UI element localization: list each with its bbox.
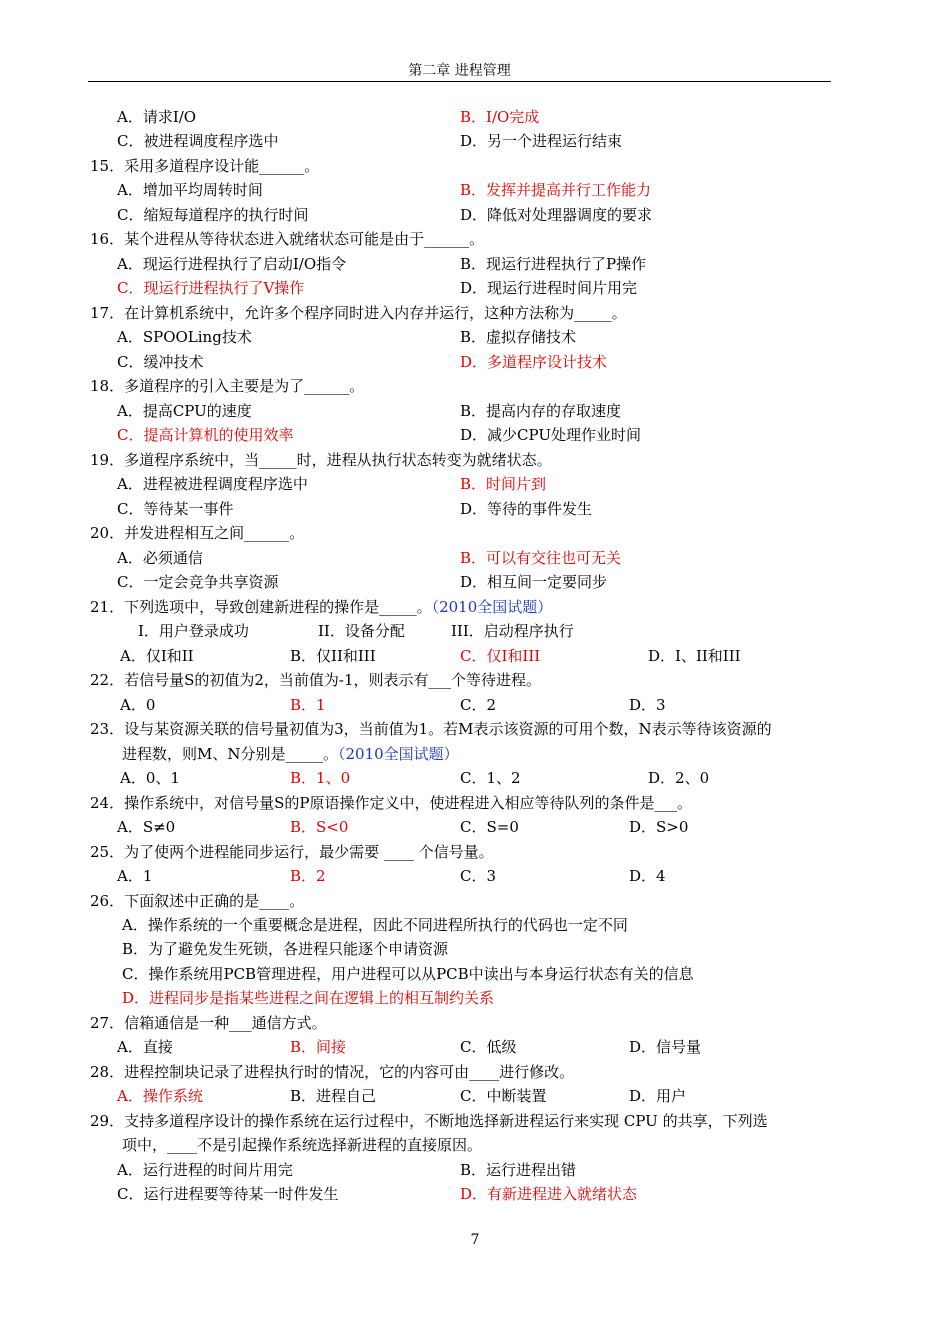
question-text: 23．设与某资源关联的信号量初值为3，当前值为1。若M表示该资源的可用个数，N表示等待该资源的	[90, 720, 772, 738]
option-text: C．缩短每道程序的执行时间	[117, 206, 309, 224]
question-text: 18．多道程序的引入主要是为了______。	[90, 377, 365, 395]
option-text: A．0、1	[120, 769, 180, 787]
option-text: A．现运行进程执行了启动I/O指令	[117, 255, 347, 273]
option-text: A．操作系统的一个重要概念是进程，因此不同进程所执行的代码也一定不同	[122, 916, 628, 934]
page-header: 第二章 进程管理	[408, 63, 511, 79]
option-text: D．另一个进程运行结束	[460, 132, 623, 150]
question-text: 25．为了使两个进程能同步运行，最少需要 ____ 个信号量。	[90, 843, 494, 861]
option-text: A．提高CPU的速度	[117, 402, 252, 420]
option-text: A．增加平均周转时间	[117, 181, 263, 199]
answer-option: B．1、0	[290, 769, 351, 787]
question-text: 28．进程控制块记录了进程执行时的情况，它的内容可由____进行修改。	[90, 1063, 575, 1081]
option-text: C．中断装置	[460, 1087, 547, 1105]
answer-option: B．S<0	[290, 818, 349, 836]
option-text: D．S>0	[629, 818, 689, 836]
question-text: 27．信箱通信是一种___通信方式。	[90, 1014, 327, 1032]
option-text: C．低级	[460, 1038, 517, 1056]
option-text: A．S≠0	[117, 818, 176, 836]
exam-source-tag: （2010全国试题）	[338, 745, 459, 763]
question-text: 17．在计算机系统中，允许多个程序同时进入内存并运行，这种方法称为_____。	[90, 304, 627, 322]
option-text: A．必须通信	[117, 549, 203, 567]
question-text: 22．若信号量S的初值为2，当前值为-1，则表示有___个等待进程。	[90, 671, 542, 689]
option-text: A．直接	[117, 1038, 173, 1056]
question-body: 21．下列选项中，导致创建新进程的操作是_____。	[90, 598, 432, 616]
option-text: C．缓冲技术	[117, 353, 204, 371]
option-text: C．操作系统用PCB管理进程，用户进程可以从PCB中读出与本身运行状态有关的信息	[122, 965, 694, 983]
option-text: A．SPOOLing技术	[117, 328, 252, 346]
option-text: C．3	[460, 867, 497, 885]
option-text: B．虚拟存储技术	[460, 328, 577, 346]
question-text: 项中，____不是引起操作系统选择新进程的直接原因。	[122, 1136, 483, 1154]
answer-option: C．现运行进程执行了V操作	[117, 279, 305, 297]
option-text: B．进程自己	[290, 1087, 377, 1105]
option-text: C．1、2	[460, 769, 521, 787]
question-text: 24．操作系统中，对信号量S的P原语操作定义中，使进程进入相应等待队列的条件是___。	[90, 794, 692, 812]
exam-source-tag: （2010全国试题）	[431, 598, 553, 616]
page-number: 7	[470, 1232, 480, 1248]
option-text: A．1	[117, 867, 153, 885]
option-text: D．信号量	[629, 1038, 702, 1056]
answer-option: B．间接	[290, 1038, 347, 1056]
question-text: 19．多道程序系统中，当_____时，进程从执行状态转变为就绪状态。	[90, 451, 552, 469]
option-text: A．运行进程的时间片用完	[117, 1161, 293, 1179]
answer-option: D．进程同步是指某些进程之间在逻辑上的相互制约关系	[122, 989, 495, 1007]
statement-item: I．用户登录成功	[138, 622, 249, 640]
answer-option: B．发挥并提高并行工作能力	[460, 181, 652, 199]
option-text: D．4	[629, 867, 666, 885]
option-text: D．等待的事件发生	[460, 500, 593, 518]
question-text: 15．采用多道程序设计能______。	[90, 157, 320, 175]
answer-option: B．可以有交往也可无关	[460, 549, 622, 567]
answer-option: B．时间片到	[460, 475, 547, 493]
answer-option: A．操作系统	[117, 1087, 203, 1105]
option-text: C．S=0	[460, 818, 519, 836]
answer-option: B．I/O完成	[460, 108, 540, 126]
question-text	[90, 597, 552, 617]
answer-option: B．1	[290, 696, 326, 714]
statement-item: II．设备分配	[318, 622, 405, 640]
option-text: D．用户	[629, 1087, 687, 1105]
statement-item: III．启动程序执行	[451, 622, 574, 640]
option-text: B．现运行进程执行了P操作	[460, 255, 647, 273]
option-text: B．仅II和III	[290, 647, 376, 665]
question-body: 进程数，则M、N分别是_____。	[122, 745, 338, 763]
option-text: B．提高内存的存取速度	[460, 402, 622, 420]
answer-option: C．仅I和III	[460, 647, 541, 665]
question-text: 16．某个进程从等待状态进入就绪状态可能是由于______。	[90, 230, 485, 248]
option-text: C．一定会竞争共享资源	[117, 573, 279, 591]
option-text: D．I、II和III	[648, 647, 741, 665]
option-text: D．降低对处理器调度的要求	[460, 206, 653, 224]
question-text: 26．下面叙述中正确的是____。	[90, 892, 305, 910]
option-text: C．等待某一事件	[117, 500, 234, 518]
option-text: C．被进程调度程序选中	[117, 132, 279, 150]
option-text: D．2、0	[648, 769, 710, 787]
option-text: A．0	[120, 696, 156, 714]
option-text: B．运行进程出错	[460, 1161, 577, 1179]
answer-option: C．提高计算机的使用效率	[117, 426, 294, 444]
option-text: A．请求I/O	[117, 108, 197, 126]
answer-option: B．2	[290, 867, 326, 885]
option-text: D．减少CPU处理作业时间	[460, 426, 641, 444]
option-text: C．2	[460, 696, 497, 714]
option-text: B．为了避免发生死锁，各进程只能逐个申请资源	[122, 940, 449, 958]
question-text	[122, 744, 459, 764]
answer-option: D．多道程序设计技术	[460, 353, 608, 371]
header-rule	[88, 81, 831, 82]
option-text: A．进程被进程调度程序选中	[117, 475, 308, 493]
question-text: 29．支持多道程序设计的操作系统在运行过程中，不断地选择新进程运行来实现 CPU 的共享，下列选	[90, 1112, 768, 1130]
answer-option: D．有新进程进入就绪状态	[460, 1185, 638, 1203]
option-text: D．相互间一定要同步	[460, 573, 608, 591]
option-text: C．运行进程要等待某一时件发生	[117, 1185, 339, 1203]
option-text: D．3	[629, 696, 666, 714]
question-text: 20．并发进程相互之间______。	[90, 524, 305, 542]
option-text: A．仅I和II	[120, 647, 194, 665]
option-text: D．现运行进程时间片用完	[460, 279, 638, 297]
